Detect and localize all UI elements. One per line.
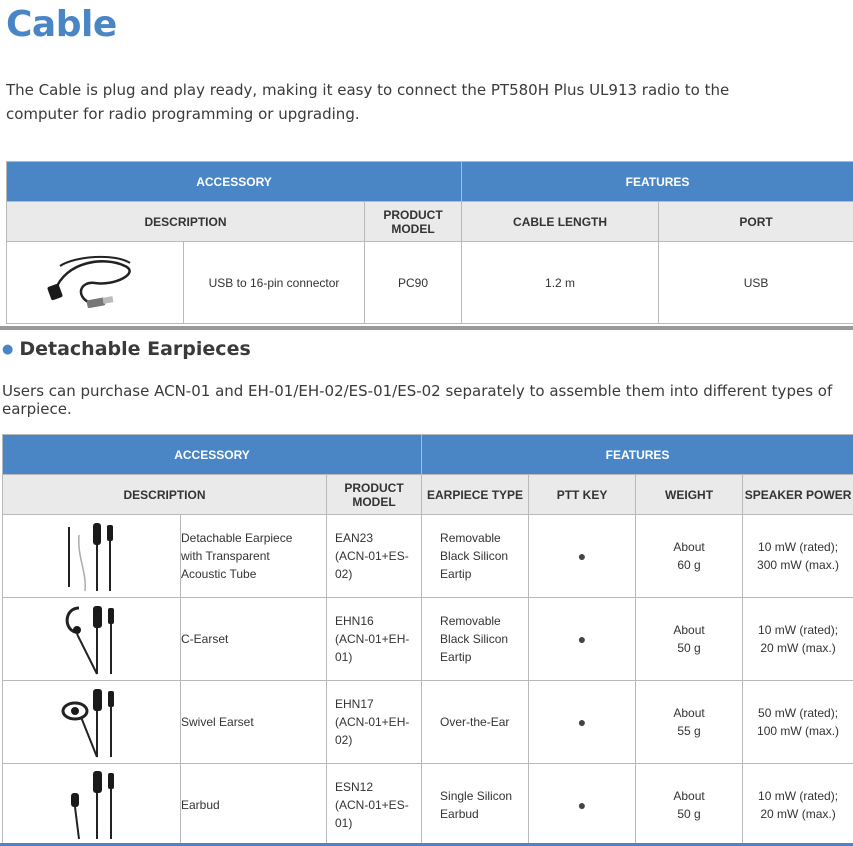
cell-line: 50 g <box>677 641 701 655</box>
cell-line: Eartip <box>440 567 472 581</box>
cell-line: (ACN-01+ES-02) <box>335 549 409 581</box>
cell-line: 20 mW (max.) <box>760 806 836 821</box>
cell-line: (ACN-01+EH-01) <box>335 632 410 664</box>
cell-line: Earbud <box>181 797 220 812</box>
cell-line: 10 mW (rated); <box>758 540 839 554</box>
cell-line: 300 mW (max.) <box>757 558 840 572</box>
speaker-power-header: SPEAKER POWER <box>743 475 853 515</box>
port-header: PORT <box>659 202 853 242</box>
earpiece-weight <box>636 515 743 598</box>
cell-line: Single Silicon <box>440 788 513 803</box>
earpiece-model <box>327 764 422 846</box>
earpiece-model <box>327 598 422 681</box>
earpiece-description <box>181 764 327 846</box>
speaker-power <box>743 598 853 681</box>
earpiece-weight <box>636 681 743 764</box>
cell-line: with Transparent <box>181 549 270 563</box>
cell-line: Detachable Earpiece <box>181 531 293 545</box>
page-title: Cable <box>6 4 117 45</box>
cell-line: Acoustic Tube <box>181 567 257 581</box>
ptt-key-indicator: ● <box>529 764 636 846</box>
weight-header: WEIGHT <box>636 475 743 515</box>
earpiece-description <box>181 598 327 681</box>
speaker-power <box>743 515 853 598</box>
cell-line: 50 g <box>677 806 701 821</box>
table-row <box>3 598 853 681</box>
earpiece-description <box>181 515 327 598</box>
ptt-key-indicator: ● <box>529 681 636 764</box>
swivel-earset-icon <box>3 681 181 764</box>
cell-line: 20 mW (max.) <box>760 641 836 655</box>
earpiece-type <box>422 764 529 846</box>
cell-line: Swivel Earset <box>181 715 254 729</box>
cell-line: About <box>673 706 705 720</box>
earpiece-weight <box>636 764 743 846</box>
accessory-header: ACCESSORY <box>3 435 422 475</box>
cell-line: C-Earset <box>181 632 229 646</box>
earbud-icon <box>3 764 181 846</box>
earpiece-acoustic-tube-icon <box>3 515 181 598</box>
cell-line: About <box>673 788 705 803</box>
cell-line: About <box>673 540 705 554</box>
ptt-key-indicator: ● <box>529 598 636 681</box>
table-row <box>3 681 853 764</box>
earpiece-weight <box>636 598 743 681</box>
usb-cable-icon <box>7 242 184 324</box>
product-model-header: PRODUCT MODEL <box>327 475 422 515</box>
cell-line: 100 mW (max.) <box>757 724 840 738</box>
cell-line: Black Silicon <box>440 549 509 563</box>
cable-length: 1.2 m <box>462 242 659 324</box>
accessory-header: ACCESSORY <box>7 162 462 202</box>
section-heading: ● Detachable Earpieces <box>2 338 251 360</box>
cable-intro: The Cable is plug and play ready, making it easy to connect the PT580H Plus UL913 radio to the computer for radio programming or upgrading. <box>6 81 730 123</box>
features-header: FEATURES <box>462 162 853 202</box>
earpiece-type <box>422 598 529 681</box>
ptt-key-header: PTT KEY <box>529 475 636 515</box>
cell-line: Black Silicon <box>440 632 509 646</box>
table-row <box>3 515 853 598</box>
cell-line: (ACN-01+ES-01) <box>335 797 409 830</box>
cell-line: About <box>673 623 705 637</box>
cell-line: EHN17 <box>335 697 374 711</box>
cell-line: Removable <box>440 531 501 545</box>
cell-line: Removable <box>440 614 501 628</box>
cell-line: ESN12 <box>335 779 374 794</box>
earpiece-type <box>422 681 529 764</box>
earpieces-intro: Users can purchase ACN-01 and EH-01/EH-02/ES-01/ES-02 separately to assemble them into different types of earpiece. <box>2 382 833 418</box>
features-header: FEATURES <box>422 435 853 475</box>
table-row <box>3 764 853 846</box>
cable-length-header: CABLE LENGTH <box>462 202 659 242</box>
cell-line: Over-the-Ear <box>440 715 510 729</box>
earpiece-description <box>181 681 327 764</box>
cell-line: 60 g <box>677 558 701 572</box>
cell-line: Eartip <box>440 650 472 664</box>
cable-port: USB <box>659 242 853 324</box>
earpiece-model <box>327 681 422 764</box>
earpiece-model <box>327 515 422 598</box>
cell-line: EHN16 <box>335 614 374 628</box>
section-divider <box>0 326 853 330</box>
cell-line: 10 mW (rated); <box>758 623 839 637</box>
speaker-power <box>743 681 853 764</box>
cell-line: 55 g <box>677 724 701 738</box>
cable-table <box>6 161 853 324</box>
cell-line: 50 mW (rated); <box>758 706 839 720</box>
cable-model: PC90 <box>365 242 462 324</box>
table-row <box>7 242 853 324</box>
cell-line: (ACN-01+EH-02) <box>335 715 410 747</box>
description-header: DESCRIPTION <box>3 475 327 515</box>
cable-description: USB to 16-pin connector <box>184 242 365 324</box>
bullet-icon: ● <box>2 342 14 357</box>
earpiece-type <box>422 515 529 598</box>
speaker-power <box>743 764 853 846</box>
cell-line: EAN23 <box>335 531 374 545</box>
description-header: DESCRIPTION <box>7 202 365 242</box>
earpieces-table <box>2 434 853 846</box>
c-earset-icon <box>3 598 181 681</box>
cell-line: Earbud <box>440 806 479 821</box>
earpiece-type-header: EARPIECE TYPE <box>422 475 529 515</box>
cell-line: 10 mW (rated); <box>758 788 839 803</box>
ptt-key-indicator: ● <box>529 515 636 598</box>
product-model-header: PRODUCT MODEL <box>365 202 462 242</box>
